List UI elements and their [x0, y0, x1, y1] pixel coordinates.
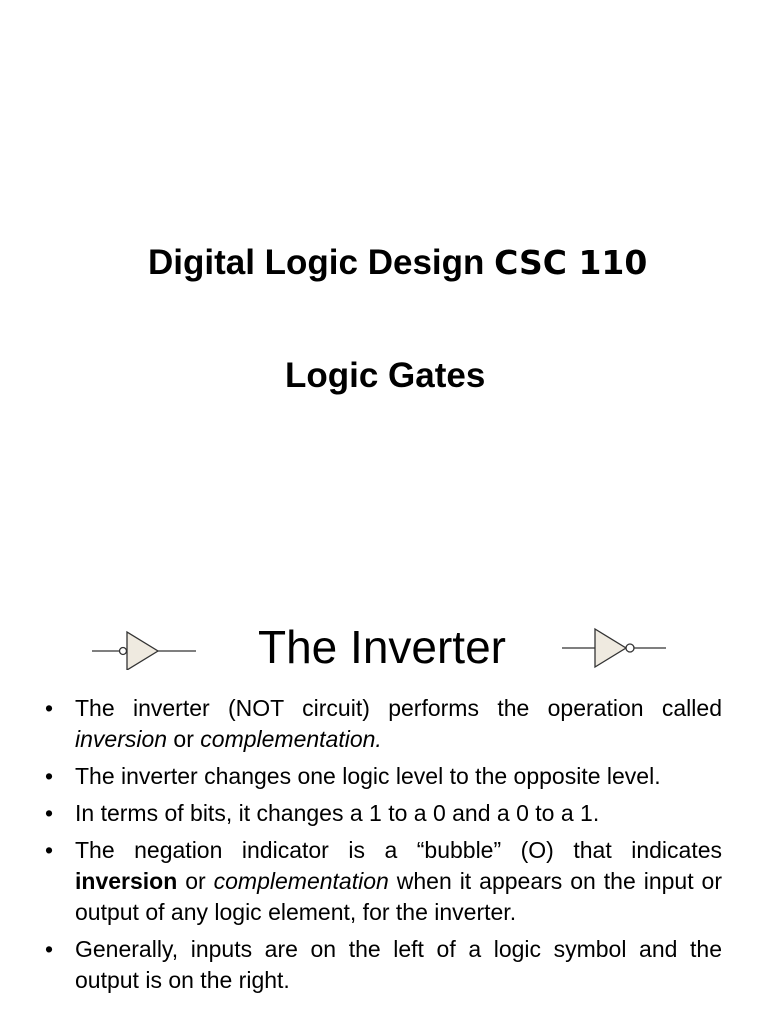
bullet-text: The inverter changes one logic level to the opposite level. [75, 763, 661, 789]
inverter-input-bubble-icon [92, 626, 200, 670]
bullet-text: Generally, inputs are on the left of a logic symbol and the output is on the right. [75, 936, 722, 993]
bullet-text: or [167, 726, 201, 752]
bold-text: inversion [75, 868, 178, 894]
slide1-subtitle: Logic Gates [285, 356, 486, 395]
bullet-text: In terms of bits, it changes a 1 to a 0 and a 0 to a 1. [75, 800, 600, 826]
bullet-text: or [177, 868, 214, 894]
bullet-marker: • [45, 695, 54, 721]
bullet-item [45, 798, 722, 829]
slide2-title: The Inverter [258, 621, 506, 673]
emphasis-text: complementation [213, 868, 389, 894]
slide1-course-code: CSC 110 [494, 243, 648, 282]
slide1-title [148, 242, 647, 284]
emphasis-text: complementation. [200, 726, 382, 752]
bullet-item [45, 761, 722, 792]
bullet-text: when it appears on the input or output of any logic element, for the inverter. [75, 868, 722, 925]
bullet-text: The negation indicator is a “bubble” (O) that indicates [75, 837, 722, 863]
bullet-marker: • [45, 936, 54, 962]
emphasis-text: inversion [75, 726, 168, 752]
bullet-item [45, 693, 722, 755]
bullet-marker: • [45, 837, 54, 863]
bullet-item [45, 835, 722, 928]
inverter-output-bubble-icon [562, 626, 670, 670]
bullet-list [45, 693, 722, 1002]
bullet-text: The inverter (NOT circuit) performs the operation called [75, 695, 722, 721]
slide1-title-main: Digital Logic Design [148, 243, 495, 282]
bullet-marker: • [45, 763, 54, 789]
bullet-item [45, 934, 722, 996]
bullet-marker: • [45, 800, 54, 826]
